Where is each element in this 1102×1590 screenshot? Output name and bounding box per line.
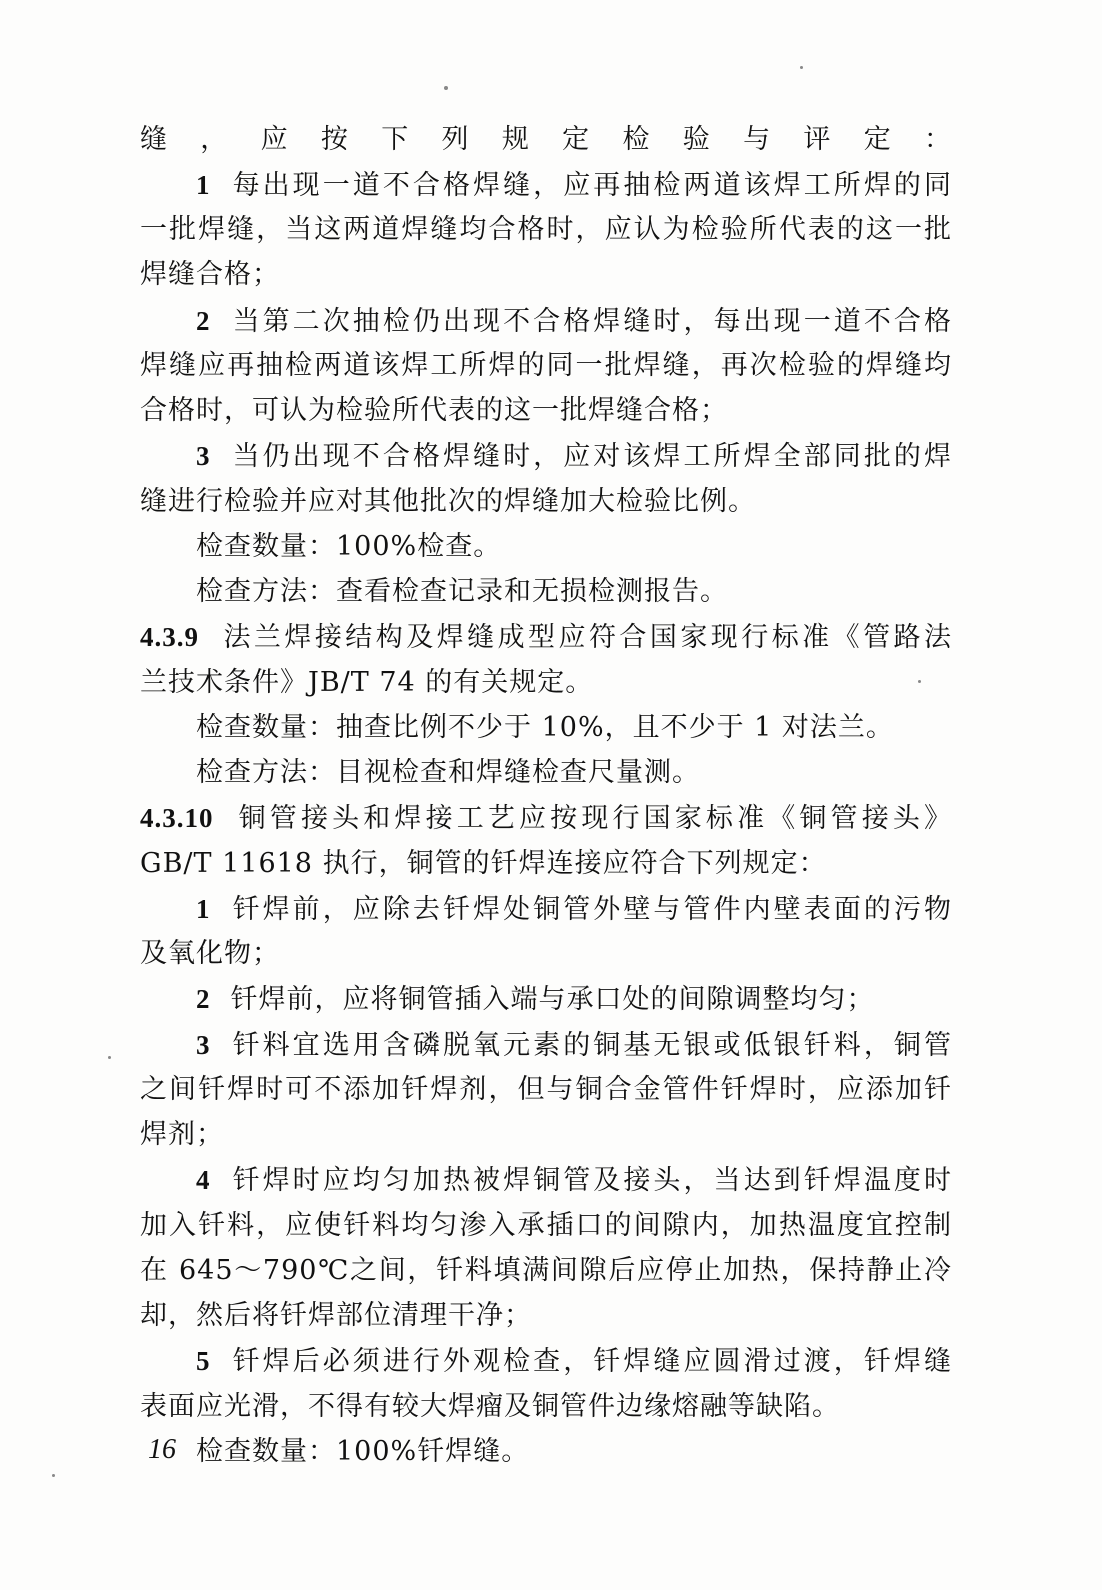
list-number: 4	[196, 1165, 211, 1195]
list-number: 1	[196, 170, 211, 200]
list-item-line: 3 当仍出现不合格焊缝时，应对该焊工所焊全部同批的焊	[196, 441, 952, 472]
clause-line: 4.3.10 铜管接头和焊接工艺应按现行国家标准《铜管接头》	[140, 803, 952, 834]
scan-speck	[918, 680, 921, 683]
list-item-line: 2 钎焊前，应将铜管插入端与承口处的间隙调整均匀；	[196, 984, 875, 1015]
paragraph-line: 缝，应按下列规定检验与评定：	[140, 124, 952, 155]
list-item-line: 1 每出现一道不合格焊缝，应再抽检两道该焊工所焊的同	[196, 170, 952, 201]
inspection-quantity: 检查数量：100%检查。	[196, 531, 502, 562]
scan-speck	[800, 66, 803, 69]
list-item-line: 2 当第二次抽检仍出现不合格焊缝时，每出现一道不合格	[196, 306, 952, 337]
inspection-quantity: 检查数量：100%钎焊缝。	[196, 1436, 530, 1467]
paragraph-line: 在 645～790℃之间，钎料填满间隙后应停止加热，保持静止冷	[140, 1255, 952, 1286]
clause-line: 4.3.9 法兰焊接结构及焊缝成型应符合国家现行标准《管路法	[140, 622, 952, 653]
paragraph-line: GB/T 11618 执行，铜管的钎焊连接应符合下列规定：	[140, 848, 827, 879]
list-item-line: 5 钎焊后必须进行外观检查，钎焊缝应圆滑过渡，钎焊缝	[196, 1346, 952, 1377]
paragraph-line: 加入钎料，应使钎料均匀渗入承插口的间隙内，加热温度宜控制	[140, 1210, 952, 1241]
list-number: 1	[196, 894, 211, 924]
paragraph-line: 却，然后将钎焊部位清理干净；	[140, 1300, 532, 1331]
paragraph-line: 焊缝应再抽检两道该焊工所焊的同一批焊缝，再次检验的焊缝均	[140, 350, 952, 381]
scan-speck	[52, 1474, 55, 1477]
paragraph-line: 表面应光滑，不得有较大焊瘤及铜管件边缘熔融等缺陷。	[140, 1391, 840, 1422]
list-number: 5	[196, 1346, 211, 1376]
list-number: 3	[196, 441, 211, 471]
paragraph-line: 合格时，可认为检验所代表的这一批焊缝合格；	[140, 395, 728, 426]
paragraph-line: 一批焊缝，当这两道焊缝均合格时，应认为检验所代表的这一批	[140, 214, 952, 245]
scan-speck	[108, 1056, 111, 1059]
clause-number: 4.3.9	[140, 622, 199, 652]
paragraph-line: 缝进行检验并应对其他批次的焊缝加大检验比例。	[140, 486, 756, 517]
clause-number: 4.3.10	[140, 803, 214, 833]
paragraph-line: 兰技术条件》JB/T 74 的有关规定。	[140, 667, 594, 698]
paragraph-line: 及氧化物；	[140, 938, 280, 969]
list-number: 2	[196, 984, 211, 1014]
scan-speck	[444, 86, 448, 90]
list-item-line: 1 钎焊前，应除去钎焊处铜管外壁与管件内壁表面的污物	[196, 894, 952, 925]
paragraph-line: 焊剂；	[140, 1119, 224, 1150]
paragraph-line: 之间钎焊时可不添加钎焊剂，但与铜合金管件钎焊时，应添加钎	[140, 1074, 952, 1105]
list-item-line: 3 钎料宜选用含磷脱氧元素的铜基无银或低银钎料，铜管	[196, 1030, 952, 1061]
page-number: 16	[148, 1434, 176, 1465]
inspection-method: 检查方法：目视检查和焊缝检查尺量测。	[196, 757, 700, 788]
inspection-quantity: 检查数量：抽查比例不少于 10%，且不少于 1 对法兰。	[196, 712, 894, 743]
inspection-method: 检查方法：查看检查记录和无损检测报告。	[196, 576, 728, 607]
paragraph-line: 焊缝合格；	[140, 259, 280, 290]
list-number: 2	[196, 306, 211, 336]
list-item-line: 4 钎焊时应均匀加热被焊铜管及接头，当达到钎焊温度时	[196, 1165, 952, 1196]
list-number: 3	[196, 1030, 211, 1060]
